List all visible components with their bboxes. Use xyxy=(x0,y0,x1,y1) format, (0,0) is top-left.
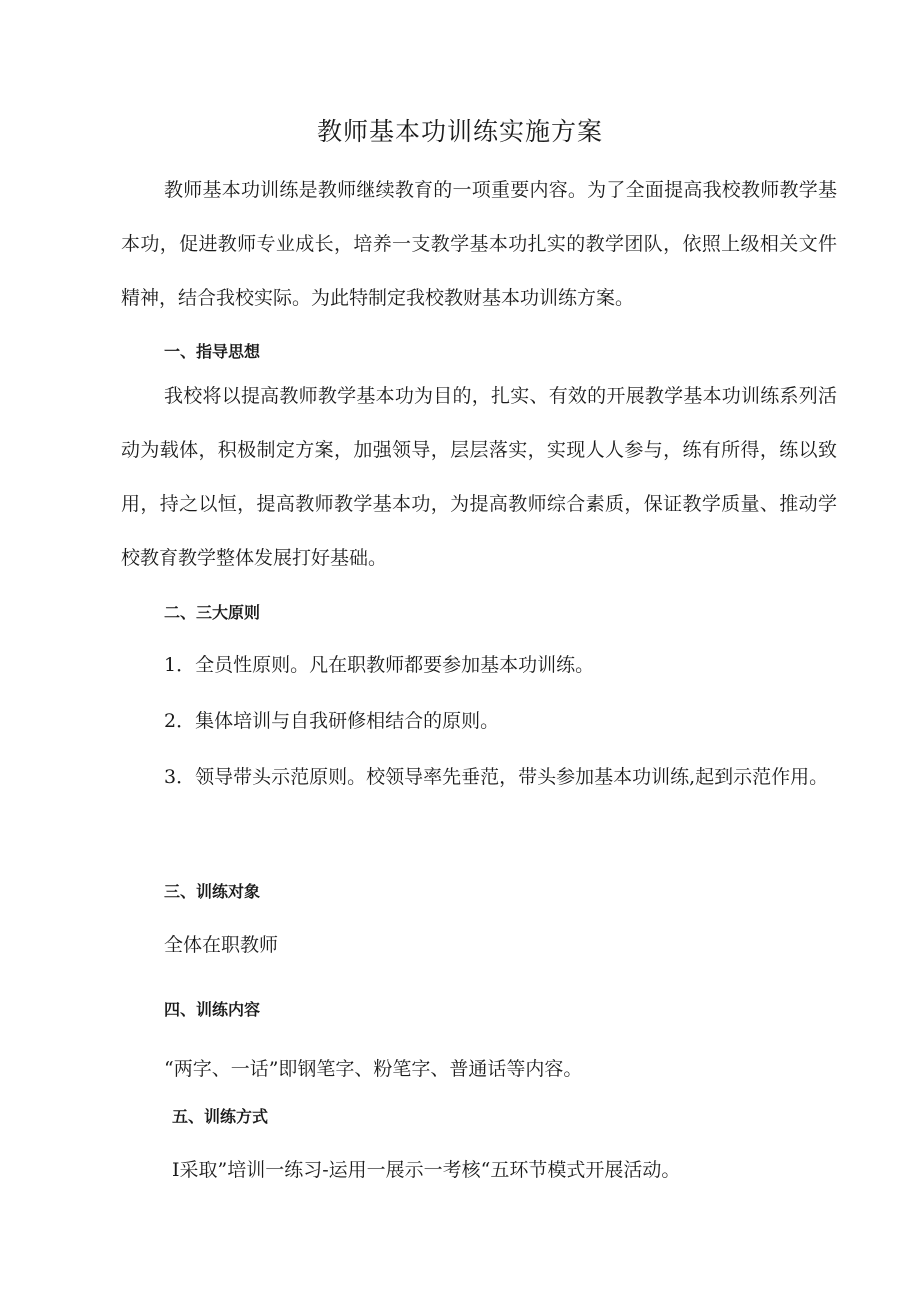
section-heading-5: 五、训练方式 xyxy=(172,1107,269,1126)
section-heading-3: 三、训练对象 xyxy=(164,882,261,901)
principle-item-1: 1．全员性原则。凡在职教师都要参加基本功训练。 xyxy=(164,654,595,676)
section-heading-1: 一、指导思想 xyxy=(164,342,261,361)
principle-item-3: 3．领导带头示范原则。校领导率先垂范，带头参加基本功训练,起到示范作用。 xyxy=(164,766,829,788)
section-body-3: 全体在职教师 xyxy=(164,934,279,956)
intro-paragraph: 教师基本功训练是教师继续教育的一项重要内容。为了全面提高我校教师教学基本功，促进教师专业成长，培养一支教学基本功扎实的教学团队，依照上级相关文件精神，结合我校实际。为此特制定我校教财基本功训练方案。 xyxy=(121,179,837,309)
section-heading-4: 四、训练内容 xyxy=(164,1000,261,1019)
section-body-5: I采取”培训一练习-运用一展示一考核“五环节模式开展活动。 xyxy=(172,1159,681,1181)
principle-item-2: 2．集体培训与自我研修相结合的原则。 xyxy=(164,710,500,732)
document-title: 教师基本功训练实施方案 xyxy=(316,117,603,146)
section-heading-2: 二、三大原则 xyxy=(164,603,261,622)
section-body-4: “两字、一话”即钢笔字、粉笔字、普通话等内容。 xyxy=(164,1058,583,1080)
section-body-1: 我校将以提高教师教学基本功为目的，扎实、有效的开展教学基本功训练系列活动为载体，积极制定方案，加强领导，层层落实，实现人人参与，练有所得，练以致用，持之以恒，提高教师教学基本功，为提高教师综合素质，保证教学质量、推动学校教育教学整体发展打好基础。 xyxy=(121,385,837,569)
